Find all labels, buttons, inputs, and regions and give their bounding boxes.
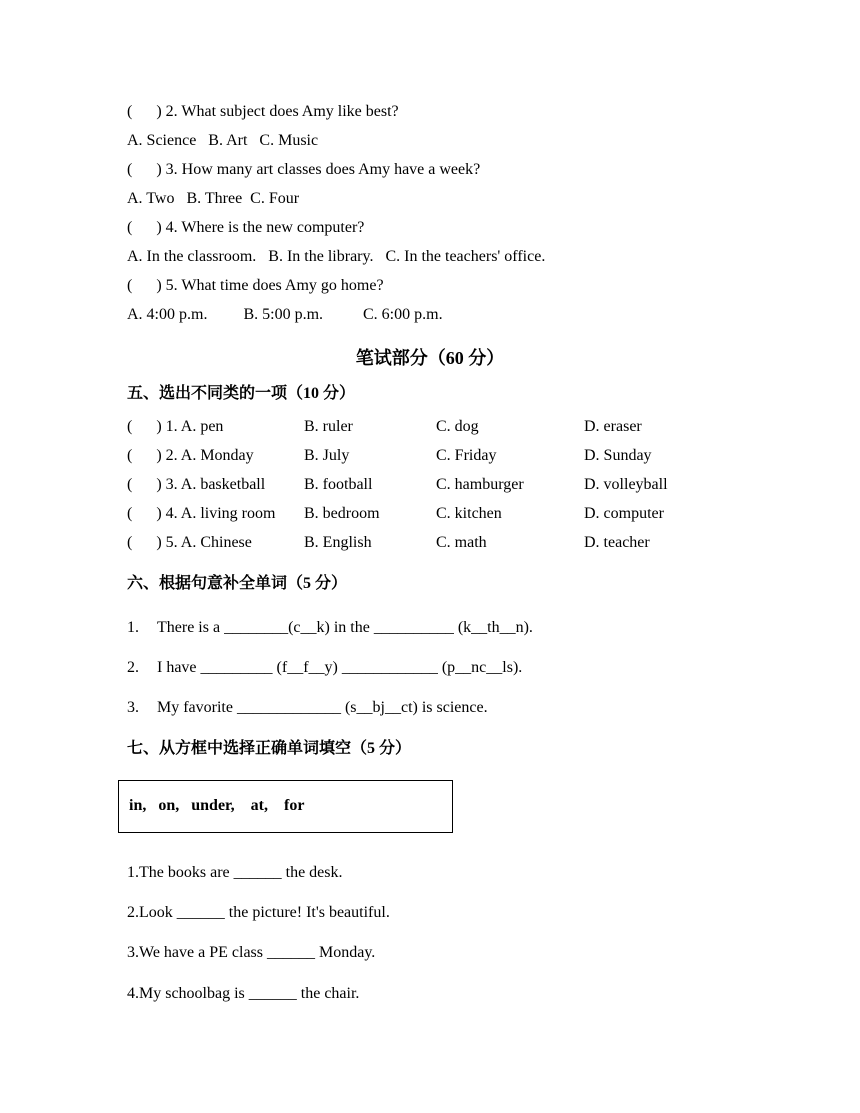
section6-item	[127, 658, 522, 678]
item-text: I have _________ (f__f__y) ____________ (p__nc__ls).	[157, 659, 523, 676]
section5-title: 五、选出不同类的一项（10 分）	[127, 385, 356, 402]
option-d: D. teacher	[584, 534, 650, 551]
option-c: C. kitchen	[436, 505, 502, 522]
row-question: ( ) 1. A. pen	[127, 418, 224, 435]
item-number: 2.	[127, 659, 139, 676]
option-d: D. computer	[584, 505, 664, 522]
item-number: 3.	[127, 699, 139, 716]
item-text: There is a ________(c__k) in the __________ (k__th__n).	[157, 619, 533, 636]
option-d: D. volleyball	[584, 476, 668, 493]
option-c: C. Friday	[436, 447, 497, 464]
row-question: ( ) 4. A. living room	[127, 505, 276, 522]
written-section-title: 笔试部分（60 分）	[355, 348, 505, 368]
option-c: C. hamburger	[436, 476, 524, 493]
question-3-options: A. Two B. Three C. Four	[127, 190, 300, 207]
section7-title: 七、从方框中选择正确单词填空（5 分）	[127, 740, 412, 757]
question-5-options: A. 4:00 p.m. B. 5:00 p.m. C. 6:00 p.m.	[127, 306, 443, 323]
question-4-options: A. In the classroom. B. In the library. C. In the teachers' office.	[127, 248, 546, 265]
section6-title: 六、根据句意补全单词（5 分）	[127, 575, 348, 592]
question-4: ( ) 4. Where is the new computer?	[127, 219, 365, 236]
option-b: B. ruler	[304, 418, 353, 435]
section7-item: 1.The books are ______ the desk.	[127, 864, 343, 881]
question-2-options: A. Science B. Art C. Music	[127, 132, 319, 149]
option-c: C. dog	[436, 418, 479, 435]
option-b: B. English	[304, 534, 372, 551]
row-question: ( ) 5. A. Chinese	[127, 534, 252, 551]
option-b: B. football	[304, 476, 373, 493]
section7-item: 2.Look ______ the picture! It's beautiful.	[127, 904, 390, 921]
option-b: B. July	[304, 447, 350, 464]
row-question: ( ) 2. A. Monday	[127, 447, 254, 464]
item-text: My favorite _____________ (s__bj__ct) is science.	[157, 699, 488, 716]
section6-item	[127, 698, 488, 718]
word-box	[118, 780, 453, 833]
row-question: ( ) 3. A. basketball	[127, 476, 266, 493]
section7-item: 3.We have a PE class ______ Monday.	[127, 944, 376, 961]
section7-item: 4.My schoolbag is ______ the chair.	[127, 985, 360, 1002]
word-box-words: in, on, under, at, for	[129, 797, 305, 814]
question-3: ( ) 3. How many art classes does Amy have a week?	[127, 161, 481, 178]
option-d: D. Sunday	[584, 447, 652, 464]
section6-item	[127, 618, 533, 638]
option-c: C. math	[436, 534, 487, 551]
item-number: 1.	[127, 619, 139, 636]
option-b: B. bedroom	[304, 505, 380, 522]
question-2: ( ) 2. What subject does Amy like best?	[127, 103, 399, 120]
option-d: D. eraser	[584, 418, 642, 435]
question-5: ( ) 5. What time does Amy go home?	[127, 277, 384, 294]
